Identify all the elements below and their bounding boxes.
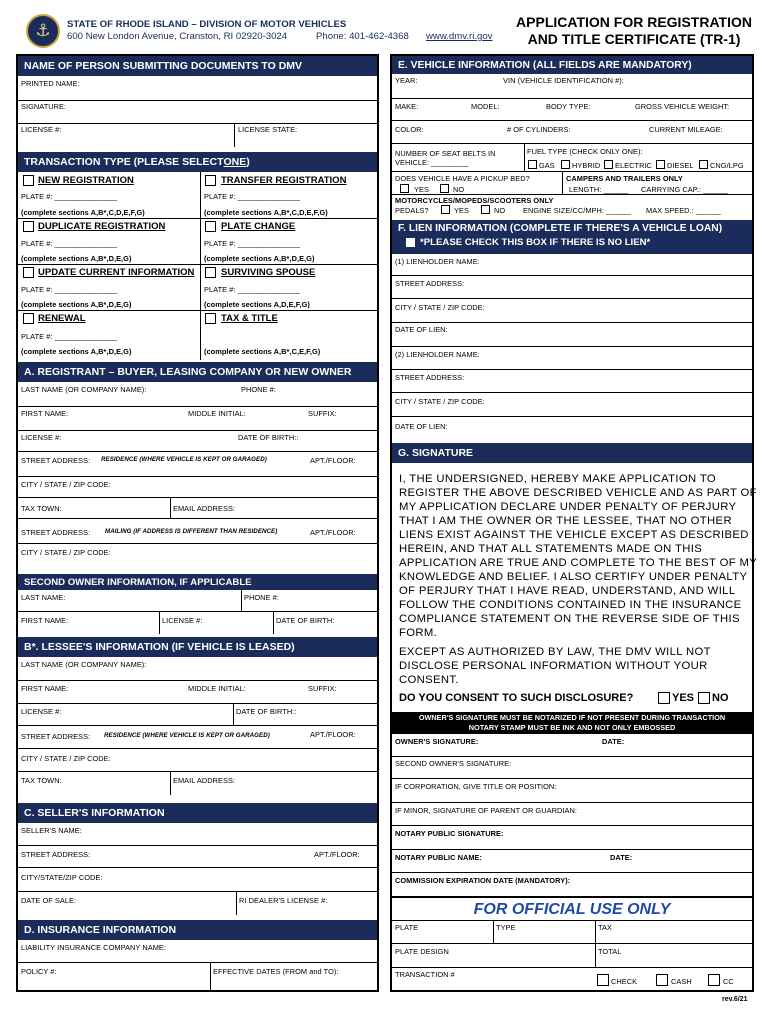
section-f-header bbox=[392, 220, 752, 254]
agency-name: STATE OF RHODE ISLAND – DIVISION OF MOTOR VEHICLES bbox=[67, 19, 347, 30]
pickup-no-label: NO bbox=[453, 185, 465, 194]
transaction-title-post: ) bbox=[246, 156, 250, 168]
duplicate-registration-checkbox[interactable] bbox=[23, 221, 34, 232]
c-date-of-sale-field[interactable]: DATE OF SALE: bbox=[21, 896, 77, 905]
fuel-electric-checkbox[interactable] bbox=[604, 160, 613, 169]
payment-check-checkbox[interactable] bbox=[597, 974, 609, 986]
b-last-name-field[interactable]: LAST NAME (OR COMPANY NAME): bbox=[21, 660, 147, 669]
e-make-field[interactable]: MAKE: bbox=[395, 102, 419, 111]
update-info-label: UPDATE CURRENT INFORMATION bbox=[38, 267, 195, 278]
consent-yes-checkbox[interactable] bbox=[658, 692, 670, 704]
tax-title-label: TAX & TITLE bbox=[221, 313, 278, 324]
no-lien-checkbox[interactable] bbox=[406, 238, 415, 247]
e-year-field[interactable]: YEAR: bbox=[395, 76, 418, 85]
second-owner-license-field[interactable]: LICENSE #: bbox=[162, 616, 203, 625]
b-apt-field[interactable]: APT./FLOOR: bbox=[310, 730, 356, 739]
statement-line: THAT I AM THE OWNER OR THE LESSEE, THAT NO OTHER bbox=[399, 515, 732, 527]
section-b-header: B*. LESSEE'S INFORMATION (IF VEHICLE IS LEASED) bbox=[18, 637, 377, 657]
new-registration-checkbox[interactable] bbox=[23, 175, 34, 186]
tax-title-checkbox[interactable] bbox=[205, 313, 216, 324]
f-lienholder2-field[interactable]: (2) LIENHOLDER NAME: bbox=[395, 350, 480, 359]
transaction-type-header bbox=[18, 152, 377, 172]
a-tax-town-field[interactable]: TAX TOWN: bbox=[21, 504, 62, 513]
b-street-field[interactable]: STREET ADDRESS: bbox=[21, 732, 91, 741]
commission-expiration-field[interactable]: COMMISSION EXPIRATION DATE (MANDATORY): bbox=[395, 876, 571, 885]
license-state-field[interactable]: LICENSE STATE: bbox=[238, 125, 298, 134]
official-plate-design-field[interactable]: PLATE DESIGN bbox=[395, 947, 449, 956]
b-residence-note: RESIDENCE (WHERE VEHICLE IS KEPT OR GARAGED) bbox=[104, 732, 270, 739]
pedals-yes-checkbox[interactable] bbox=[441, 205, 450, 214]
form-title-line1: APPLICATION FOR REGISTRATION bbox=[516, 14, 752, 30]
statement-line: LIENS EXIST AGAINST THE VEHICLE EXCEPT AS DESCRIBED bbox=[399, 529, 749, 541]
surviving-spouse-label: SURVIVING SPOUSE bbox=[221, 267, 316, 278]
official-plate-field[interactable]: PLATE bbox=[395, 923, 419, 932]
surviving-spouse-checkbox[interactable] bbox=[205, 267, 216, 278]
e-model-field[interactable]: MODEL: bbox=[471, 102, 500, 111]
fuel-hybrid-label: HYBRID bbox=[572, 161, 601, 170]
e-body-type-field[interactable]: BODY TYPE: bbox=[546, 102, 591, 111]
agency-website-link[interactable]: www.dmv.ri.gov bbox=[426, 31, 493, 42]
new-registration-label: NEW REGISTRATION bbox=[38, 175, 134, 186]
statement-line: APPLICATION ARE TRUE AND COMPLETE TO THE BEST OF MY bbox=[399, 557, 758, 569]
owner-signature-field[interactable]: OWNER'S SIGNATURE: bbox=[395, 737, 479, 746]
minor-guardian-signature-field[interactable]: IF MINOR, SIGNATURE OF PARENT OR GUARDIAN: bbox=[395, 806, 577, 815]
fuel-diesel-checkbox[interactable] bbox=[656, 160, 665, 169]
a-suffix-field[interactable]: SUFFIX: bbox=[308, 409, 337, 418]
e-cylinders-field[interactable]: # OF CYLINDERS: bbox=[507, 125, 571, 134]
b-dob-field[interactable]: DATE OF BIRTH:: bbox=[236, 707, 297, 716]
renewal-plate[interactable]: PLATE #: _______________ bbox=[21, 332, 117, 341]
e-pedals-label: PEDALS? bbox=[395, 206, 429, 215]
transfer-registration-sections: (complete sections A,B*,C,D,E,F,G) bbox=[204, 208, 328, 217]
fuel-diesel-label: DIESEL bbox=[667, 161, 694, 170]
e-mileage-field[interactable]: CURRENT MILEAGE: bbox=[649, 125, 723, 134]
consent-yes-label: YES bbox=[672, 692, 695, 704]
plate-change-plate[interactable]: PLATE #: _______________ bbox=[204, 239, 300, 248]
pickup-no-checkbox[interactable] bbox=[440, 184, 449, 193]
update-info-plate[interactable]: PLATE #: _______________ bbox=[21, 285, 117, 294]
disclosure-line: EXCEPT AS AUTHORIZED BY LAW, THE DMV WILL NOT bbox=[399, 646, 711, 658]
second-owner-phone-field[interactable]: PHONE #: bbox=[244, 593, 279, 602]
b-email-field[interactable]: EMAIL ADDRESS: bbox=[173, 776, 236, 785]
d-insurance-company-field[interactable]: LIABILITY INSURANCE COMPANY NAME: bbox=[21, 943, 166, 952]
e-seatbelts-field[interactable]: VEHICLE: _________ bbox=[395, 158, 469, 167]
official-type-field[interactable]: TYPE bbox=[496, 923, 516, 932]
statement-line: COMPLIANCE STATEMENT ON THE REVERSE SIDE OF THIS bbox=[399, 613, 740, 625]
transaction-title-pre: TRANSACTION TYPE (PLEASE SELECT bbox=[24, 156, 224, 168]
consent-question: DO YOU CONSENT TO SUCH DISCLOSURE? bbox=[399, 692, 634, 704]
signature-field[interactable]: SIGNATURE: bbox=[21, 102, 67, 111]
form-title-line2: AND TITLE CERTIFICATE (TR-1) bbox=[527, 31, 741, 47]
plate-change-label: PLATE CHANGE bbox=[221, 221, 296, 232]
a-mailing-apt-field[interactable]: APT./FLOOR: bbox=[310, 528, 356, 537]
e-gvw-field[interactable]: GROSS VEHICLE WEIGHT: bbox=[635, 102, 730, 111]
section-g-header: G. SIGNATURE bbox=[392, 443, 752, 463]
statement-line: FORM. bbox=[399, 627, 438, 639]
section-d-header: D. INSURANCE INFORMATION bbox=[18, 920, 377, 940]
a-residence-note: RESIDENCE (WHERE VEHICLE IS KEPT OR GARAGED) bbox=[101, 456, 267, 463]
renewal-sections: (complete sections A,B*,D,E,G) bbox=[21, 347, 132, 356]
payment-cash-checkbox[interactable] bbox=[656, 974, 668, 986]
owner-signature-date-field[interactable]: DATE: bbox=[602, 737, 625, 746]
statement-line: FOLLOW THE CONDITIONS CONTAINED IN THE INSURANCE bbox=[399, 599, 742, 611]
section-e-header: E. VEHICLE INFORMATION (ALL FIELDS ARE MANDATORY) bbox=[392, 56, 752, 74]
section-a-header: A. REGISTRANT – BUYER, LEASING COMPANY OR NEW OWNER bbox=[18, 362, 377, 382]
statement-line: REGISTER THE ABOVE DESCRIBED VEHICLE AND AS PART OF bbox=[399, 487, 757, 499]
c-city-field[interactable]: CITY/STATE/ZIP CODE: bbox=[21, 873, 103, 882]
official-use-title: FOR OFFICIAL USE ONLY bbox=[473, 901, 671, 918]
disclosure-line: CONSENT. bbox=[399, 674, 459, 686]
f-street1-field[interactable]: STREET ADDRESS: bbox=[395, 279, 465, 288]
consent-no-checkbox[interactable] bbox=[698, 692, 710, 704]
c-dealer-license-field[interactable]: RI DEALER'S LICENSE #: bbox=[239, 896, 328, 905]
duplicate-registration-sections: (complete sections A,B*,D,E,G) bbox=[21, 254, 132, 263]
pedals-no-label: NO bbox=[494, 206, 506, 215]
g-statement bbox=[399, 472, 758, 640]
a-street-field[interactable]: STREET ADDRESS: bbox=[21, 456, 91, 465]
agency-address: 600 New London Avenue, Cranston, RI 02920-3024 bbox=[67, 31, 288, 42]
left-column bbox=[16, 54, 379, 992]
tax-title-sections: (complete sections A,B*,C,E,F,G) bbox=[204, 347, 321, 356]
b-city-field[interactable]: CITY / STATE / ZIP CODE: bbox=[21, 754, 111, 763]
c-street-field[interactable]: STREET ADDRESS: bbox=[21, 850, 91, 859]
right-column bbox=[390, 54, 758, 992]
f-lienholder1-field[interactable]: (1) LIENHOLDER NAME: bbox=[395, 257, 480, 266]
statement-line: MY APPLICATION DECLARE UNDER PENALTY OF PERJURY bbox=[399, 501, 737, 513]
surviving-spouse-plate[interactable]: PLATE #: _______________ bbox=[204, 285, 300, 294]
a-phone-field[interactable]: PHONE #: bbox=[241, 385, 276, 394]
new-registration-sections: (complete sections A,B*,C,D,E,F,G) bbox=[21, 208, 145, 217]
a-mailing-note: MAILING (IF ADDRESS IS DIFFERENT THAN RESIDENCE) bbox=[105, 528, 278, 535]
fuel-cng-checkbox[interactable] bbox=[699, 160, 708, 169]
agency-phone: Phone: 401-462-4368 bbox=[316, 31, 409, 42]
fuel-gas-checkbox[interactable] bbox=[528, 160, 537, 169]
duplicate-registration-plate[interactable]: PLATE #: _______________ bbox=[21, 239, 117, 248]
a-apt-field[interactable]: APT./FLOOR: bbox=[310, 456, 356, 465]
official-transaction-field[interactable]: TRANSACTION # bbox=[395, 970, 455, 979]
e-campers-label: CAMPERS AND TRAILERS ONLY bbox=[566, 174, 683, 183]
e-seatbelts-label: NUMBER OF SEAT BELTS IN bbox=[395, 149, 496, 158]
e-color-field[interactable]: COLOR: bbox=[395, 125, 424, 134]
d-effective-dates-field[interactable]: EFFECTIVE DATES (FROM and TO): bbox=[213, 967, 339, 976]
b-middle-initial-field[interactable]: MIDDLE INITIAL: bbox=[188, 684, 246, 693]
no-lien-label: *PLEASE CHECK THIS BOX IF THERE IS NO LIEN* bbox=[420, 237, 651, 248]
f-date1-field[interactable]: DATE OF LIEN: bbox=[395, 325, 448, 334]
a-city-field[interactable]: CITY / STATE / ZIP CODE: bbox=[21, 480, 111, 489]
section-f-title: F. LIEN INFORMATION (COMPLETE IF THERE'S A VEHICLE LOAN) bbox=[398, 223, 723, 234]
e-pickup-question: DOES VEHICLE HAVE A PICKUP BED? bbox=[395, 174, 530, 183]
revision-label: rev.6/21 bbox=[722, 996, 748, 1003]
e-vin-field[interactable]: VIN (VEHICLE IDENTIFICATION #): bbox=[503, 76, 624, 85]
second-owner-header: SECOND OWNER INFORMATION, IF APPLICABLE bbox=[18, 574, 377, 590]
b-license-field[interactable]: LICENSE #: bbox=[21, 707, 62, 716]
renewal-checkbox[interactable] bbox=[23, 313, 34, 324]
update-info-checkbox[interactable] bbox=[23, 267, 34, 278]
transfer-registration-checkbox[interactable] bbox=[205, 175, 216, 186]
submitter-section-header: NAME OF PERSON SUBMITTING DOCUMENTS TO DMV bbox=[18, 56, 377, 76]
g-disclosure bbox=[399, 645, 749, 687]
e-motorcycles-label: MOTORCYCLES/MOPEDS/SCOOTERS ONLY bbox=[395, 196, 554, 205]
pedals-no-checkbox[interactable] bbox=[481, 205, 490, 214]
b-suffix-field[interactable]: SUFFIX: bbox=[308, 684, 337, 693]
corporation-title-field[interactable]: IF CORPORATION, GIVE TITLE OR POSITION: bbox=[395, 782, 557, 791]
e-max-speed-field[interactable]: MAX SPEED.: ______ bbox=[646, 206, 721, 215]
notary-notice-line1: OWNER'S SIGNATURE MUST BE NOTARIZED IF NOT PRESENT DURING TRANSACTION bbox=[418, 713, 726, 722]
transfer-registration-plate[interactable]: PLATE #: _______________ bbox=[204, 192, 300, 201]
c-seller-name-field[interactable]: SELLER'S NAME: bbox=[21, 826, 82, 835]
pedals-yes-label: YES bbox=[454, 206, 469, 215]
second-owner-dob-field[interactable]: DATE OF BIRTH: bbox=[276, 616, 335, 625]
statement-line: I, THE UNDERSIGNED, HEREBY MAKE APPLICATION TO bbox=[399, 473, 717, 485]
a-first-name-field[interactable]: FIRST NAME: bbox=[21, 409, 69, 418]
f-city1-field[interactable]: CITY / STATE / ZIP CODE: bbox=[395, 303, 485, 312]
pickup-yes-checkbox[interactable] bbox=[400, 184, 409, 193]
payment-cc-checkbox[interactable] bbox=[708, 974, 720, 986]
plate-change-sections: (complete sections A,B*,D,E,G) bbox=[204, 254, 315, 263]
a-dob-field[interactable]: DATE OF BIRTH:: bbox=[238, 433, 299, 442]
fuel-cng-label: CNG/LPG bbox=[710, 161, 744, 170]
printed-name-field[interactable]: PRINTED NAME: bbox=[21, 79, 80, 88]
ri-state-seal bbox=[26, 14, 60, 48]
payment-check-label: CHECK bbox=[611, 977, 638, 986]
update-info-sections: (complete sections A,B*,D,E,G) bbox=[21, 300, 132, 309]
surviving-spouse-sections: (complete sections A,D,E,F,G) bbox=[204, 300, 310, 309]
statement-line: OF PERJURY THAT I HAVE READ, UNDERSTAND, AND WILL bbox=[399, 585, 736, 597]
new-registration-plate[interactable]: PLATE #: _______________ bbox=[21, 192, 117, 201]
f-date2-field[interactable]: DATE OF LIEN: bbox=[395, 422, 448, 431]
transfer-registration-label: TRANSFER REGISTRATION bbox=[221, 175, 347, 186]
notary-signature-field[interactable]: NOTARY PUBLIC SIGNATURE: bbox=[395, 829, 504, 838]
statement-line: HEREIN, AND THAT ALL STATEMENTS MADE ON THIS bbox=[399, 543, 703, 555]
second-owner-last-name-field[interactable]: LAST NAME: bbox=[21, 593, 66, 602]
a-last-name-field[interactable]: LAST NAME (OR COMPANY NAME): bbox=[21, 385, 147, 394]
notary-notice-line2: NOTARY STAMP MUST BE INK AND NOT ONLY EMBOSSED bbox=[468, 723, 676, 732]
e-engine-field[interactable]: ENGINE SIZE/CC/MPH: ______ bbox=[523, 206, 632, 215]
duplicate-registration-label: DUPLICATE REGISTRATION bbox=[38, 221, 166, 232]
section-c-header: C. SELLER'S INFORMATION bbox=[18, 803, 377, 823]
e-fuel-type-label: FUEL TYPE (CHECK ONLY ONE): bbox=[527, 147, 643, 156]
a-mailing-street-field[interactable]: STREET ADDRESS: bbox=[21, 528, 91, 537]
b-first-name-field[interactable]: FIRST NAME: bbox=[21, 684, 69, 693]
b-tax-town-field[interactable]: TAX TOWN: bbox=[21, 776, 62, 785]
statement-line: KNOWLEDGE AND BELIEF. I ALSO CERTIFY UNDER PENALTY bbox=[399, 571, 748, 583]
payment-cc-label: CC bbox=[723, 977, 734, 986]
f-city2-field[interactable]: CITY / STATE / ZIP CODE: bbox=[395, 397, 485, 406]
license-number-field[interactable]: LICENSE #: bbox=[21, 125, 62, 134]
a-license-field[interactable]: LICENSE #: bbox=[21, 433, 62, 442]
d-policy-field[interactable]: POLICY #: bbox=[21, 967, 57, 976]
official-total-field[interactable]: TOTAL bbox=[598, 947, 622, 956]
renewal-label: RENEWAL bbox=[38, 313, 86, 324]
e-carrying-field[interactable]: CARRYING CAP.: ______ bbox=[641, 185, 729, 194]
official-tax-field[interactable]: TAX bbox=[598, 923, 612, 932]
fuel-electric-label: ELECTRIC bbox=[615, 161, 652, 170]
disclosure-line: DISCLOSE PERSONAL INFORMATION WITHOUT YOUR bbox=[399, 660, 708, 672]
second-owner-first-name-field[interactable]: FIRST NAME: bbox=[21, 616, 69, 625]
fuel-hybrid-checkbox[interactable] bbox=[561, 160, 570, 169]
e-length-field[interactable]: LENGTH: ______ bbox=[569, 185, 629, 194]
fuel-gas-label: GAS bbox=[539, 161, 555, 170]
second-owner-signature-field[interactable]: SECOND OWNER'S SIGNATURE: bbox=[395, 759, 512, 768]
plate-change-checkbox[interactable] bbox=[205, 221, 216, 232]
a-mailing-city-field[interactable]: CITY / STATE / ZIP CODE: bbox=[21, 548, 111, 557]
pickup-yes-label: YES bbox=[414, 185, 429, 194]
c-apt-field[interactable]: APT./FLOOR: bbox=[314, 850, 360, 859]
consent-no-label: NO bbox=[712, 692, 729, 704]
f-street2-field[interactable]: STREET ADDRESS: bbox=[395, 373, 465, 382]
notary-date-field[interactable]: DATE: bbox=[610, 853, 633, 862]
a-middle-initial-field[interactable]: MIDDLE INITIAL: bbox=[188, 409, 246, 418]
a-email-field[interactable]: EMAIL ADDRESS: bbox=[173, 504, 236, 513]
payment-cash-label: CASH bbox=[671, 977, 692, 986]
anchor-icon: ⚓ bbox=[35, 21, 51, 41]
notary-name-field[interactable]: NOTARY PUBLIC NAME: bbox=[395, 853, 483, 862]
notary-notice bbox=[392, 712, 752, 734]
transaction-title-one: ONE bbox=[223, 156, 247, 168]
